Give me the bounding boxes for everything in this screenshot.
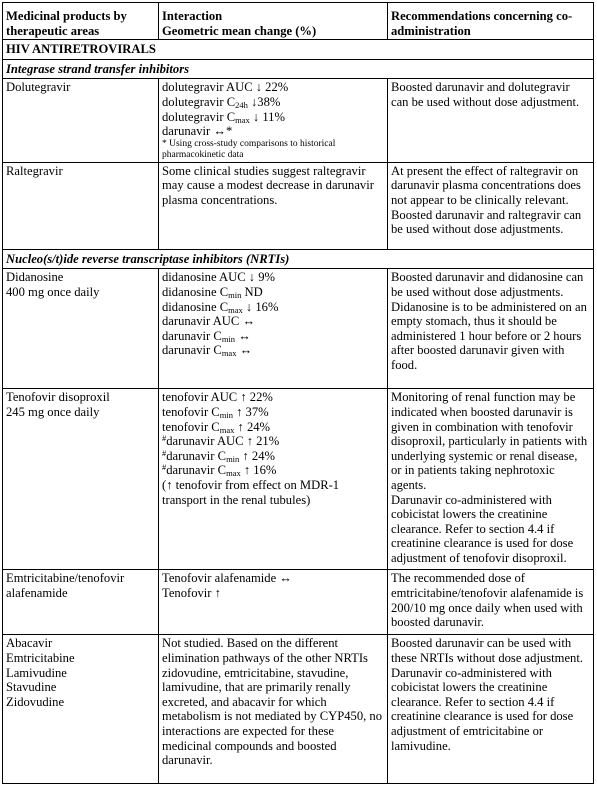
drug-name-cell: [3, 635, 159, 784]
footnote: * Using cross-study comparisons to historical pharmacokinetic data: [162, 138, 336, 160]
recommendation-text: Boosted darunavir and didanosine can be used without dose adjustments.: [391, 270, 584, 299]
interaction-line: #darunavir $C_{min}$ ↑ 24%: [162, 447, 275, 464]
drug-name: Emtricitabine/tenofovir alafenamide: [3, 570, 159, 635]
recommendation-text: Darunavir co-administered with cobicistat lowers the creatinine clearance. Refer to section 4.4 if creatinine clearance is used for dose adjustment of tenofovir disoproxil.: [391, 492, 574, 565]
interaction-line: dolutegravir $C_{24h}$ ↓38%: [162, 94, 281, 110]
interaction-table: [2, 2, 594, 784]
recommendation-cell: The recommended dose of emtricitabine/tenofovir alafenamide is 200/10 mg once daily when used with boosted darunavir.: [388, 570, 594, 635]
interaction-line: darunavir AUC ↔: [162, 314, 256, 329]
recommendation-cell: Boosted darunavir and dolutegravir can be used without dose adjustment.: [388, 79, 594, 162]
recommendation-cell: [388, 162, 594, 249]
drug-dose: 245 mg once daily: [6, 404, 100, 419]
drug-name: Emtricitabine: [6, 650, 75, 665]
drug-name: Didanosine: [6, 270, 64, 285]
drug-name: Zidovudine: [6, 694, 65, 709]
table-row: [3, 79, 594, 162]
header-interaction-title: Interaction: [162, 9, 223, 23]
section-row: [3, 40, 594, 60]
interaction-line: darunavir $C_{min}$ ↔: [162, 328, 251, 344]
interaction-cell: [159, 79, 388, 162]
table-row: [3, 162, 594, 249]
recommendation-cell: [388, 389, 594, 570]
drug-name: Tenofovir disoproxil: [6, 390, 110, 405]
interaction-line: tenofovir AUC ↑ 22%: [162, 390, 273, 405]
drug-name-cell: [3, 389, 159, 570]
subsection-insti: Integrase strand transfer inhibitors: [3, 59, 594, 79]
drug-dose: 400 mg once daily: [6, 284, 100, 299]
drug-name-cell: [3, 269, 159, 389]
header-interaction: [159, 3, 388, 40]
interaction-line: Tenofovir ↑: [162, 585, 221, 600]
recommendation-text: Darunavir co-administered with cobicistat lowers the creatinine clearance. Refer to section 4.4 if creatinine clearance is used for dose adjustment of emtricitabine or lamivudine.: [391, 665, 574, 753]
recommendation-text: Boosted darunavir can be used with these NRTIs without dose adjustment.: [391, 636, 583, 665]
interaction-line: tenofovir $C_{min}$ ↑ 37%: [162, 404, 269, 420]
table-row: [3, 635, 594, 784]
interaction-line: darunavir ↔*: [162, 124, 233, 139]
interaction-line: Tenofovir alafenamide ↔: [162, 571, 292, 586]
header-geometric-mean: Geometric mean change (%): [162, 23, 317, 38]
interaction-line: dolutegravir $C_{max}$ ↓ 11%: [162, 109, 285, 125]
subsection-nrti: Nucleo(s/t)ide reverse transcriptase inhibitors (NRTIs): [3, 249, 594, 269]
recommendation-cell: [388, 269, 594, 389]
interaction-cell: [159, 389, 388, 570]
header-recommendations: Recommendations concerning co-administration: [388, 3, 594, 40]
drug-name: Abacavir: [6, 636, 53, 651]
recommendation-text: Monitoring of renal function may be indicated when boosted darunavir is given in combination with tenofovir disoproxil, particularly in patients with underlying systemic or renal disease, or in patients taking nephrotoxic agents.: [391, 390, 588, 492]
table-row: [3, 269, 594, 389]
subsection-row-insti: [3, 59, 594, 79]
drug-name: Lamivudine: [6, 665, 67, 680]
interaction-cell: Not studied. Based on the different elimination pathways of the other NRTIs zidovudine, emtricitabine, stavudine, lamivudine, that are primarily renally excreted, and abacavir for which metabolism is not mediated by CYP450, no interactions are expected for these medicinal compounds and boosted darunavir.: [159, 635, 388, 784]
interaction-line: dolutegravir AUC ↓ 22%: [162, 80, 289, 95]
recommendation-text: Didanosine is to be administered on an empty stomach, thus it should be administered 1 hour before or 2 hours after boosted darunavir given with food.: [391, 299, 587, 372]
section-title: HIV ANTIRETROVIRALS: [3, 40, 594, 60]
interaction-line: #darunavir $C_{max}$ ↑ 16%: [162, 462, 277, 479]
recommendation-cell: [388, 635, 594, 784]
interaction-line: darunavir $C_{max}$ ↔: [162, 343, 253, 359]
interaction-line: #darunavir AUC ↑ 21%: [162, 433, 280, 449]
interaction-line: didanosine AUC ↓ 9%: [162, 270, 275, 285]
interaction-line: (↑ tenofovir from effect on MDR-1 transport in the renal tubules): [162, 477, 340, 507]
recommendation-text: Boosted darunavir and raltegravir can be used without dose adjustments.: [391, 207, 582, 237]
header-row: [3, 3, 594, 40]
interaction-line: tenofovir $C_{max}$ ↑ 24%: [162, 419, 271, 435]
recommendation-text: At present the effect of raltegravir on darunavir plasma concentrations does not appear to be clinically relevant.: [391, 163, 581, 207]
drug-name: Raltegravir: [3, 162, 159, 249]
interaction-line: didanosine $C_{max}$ ↓ 16%: [162, 299, 279, 315]
interaction-line: didanosine $C_{min}$ ND: [162, 284, 263, 300]
interaction-cell: [159, 269, 388, 389]
drug-name: Stavudine: [6, 680, 57, 695]
interaction-cell: Some clinical studies suggest raltegravir may cause a modest decrease in darunavir plasma concentrations.: [159, 162, 388, 249]
drug-name: Dolutegravir: [3, 79, 159, 162]
subsection-row-nrti: [3, 249, 594, 269]
table-row: [3, 389, 594, 570]
header-medicinal-products: Medicinal products by therapeutic areas: [3, 3, 159, 40]
table-row: [3, 570, 594, 635]
interaction-cell: [159, 570, 388, 635]
